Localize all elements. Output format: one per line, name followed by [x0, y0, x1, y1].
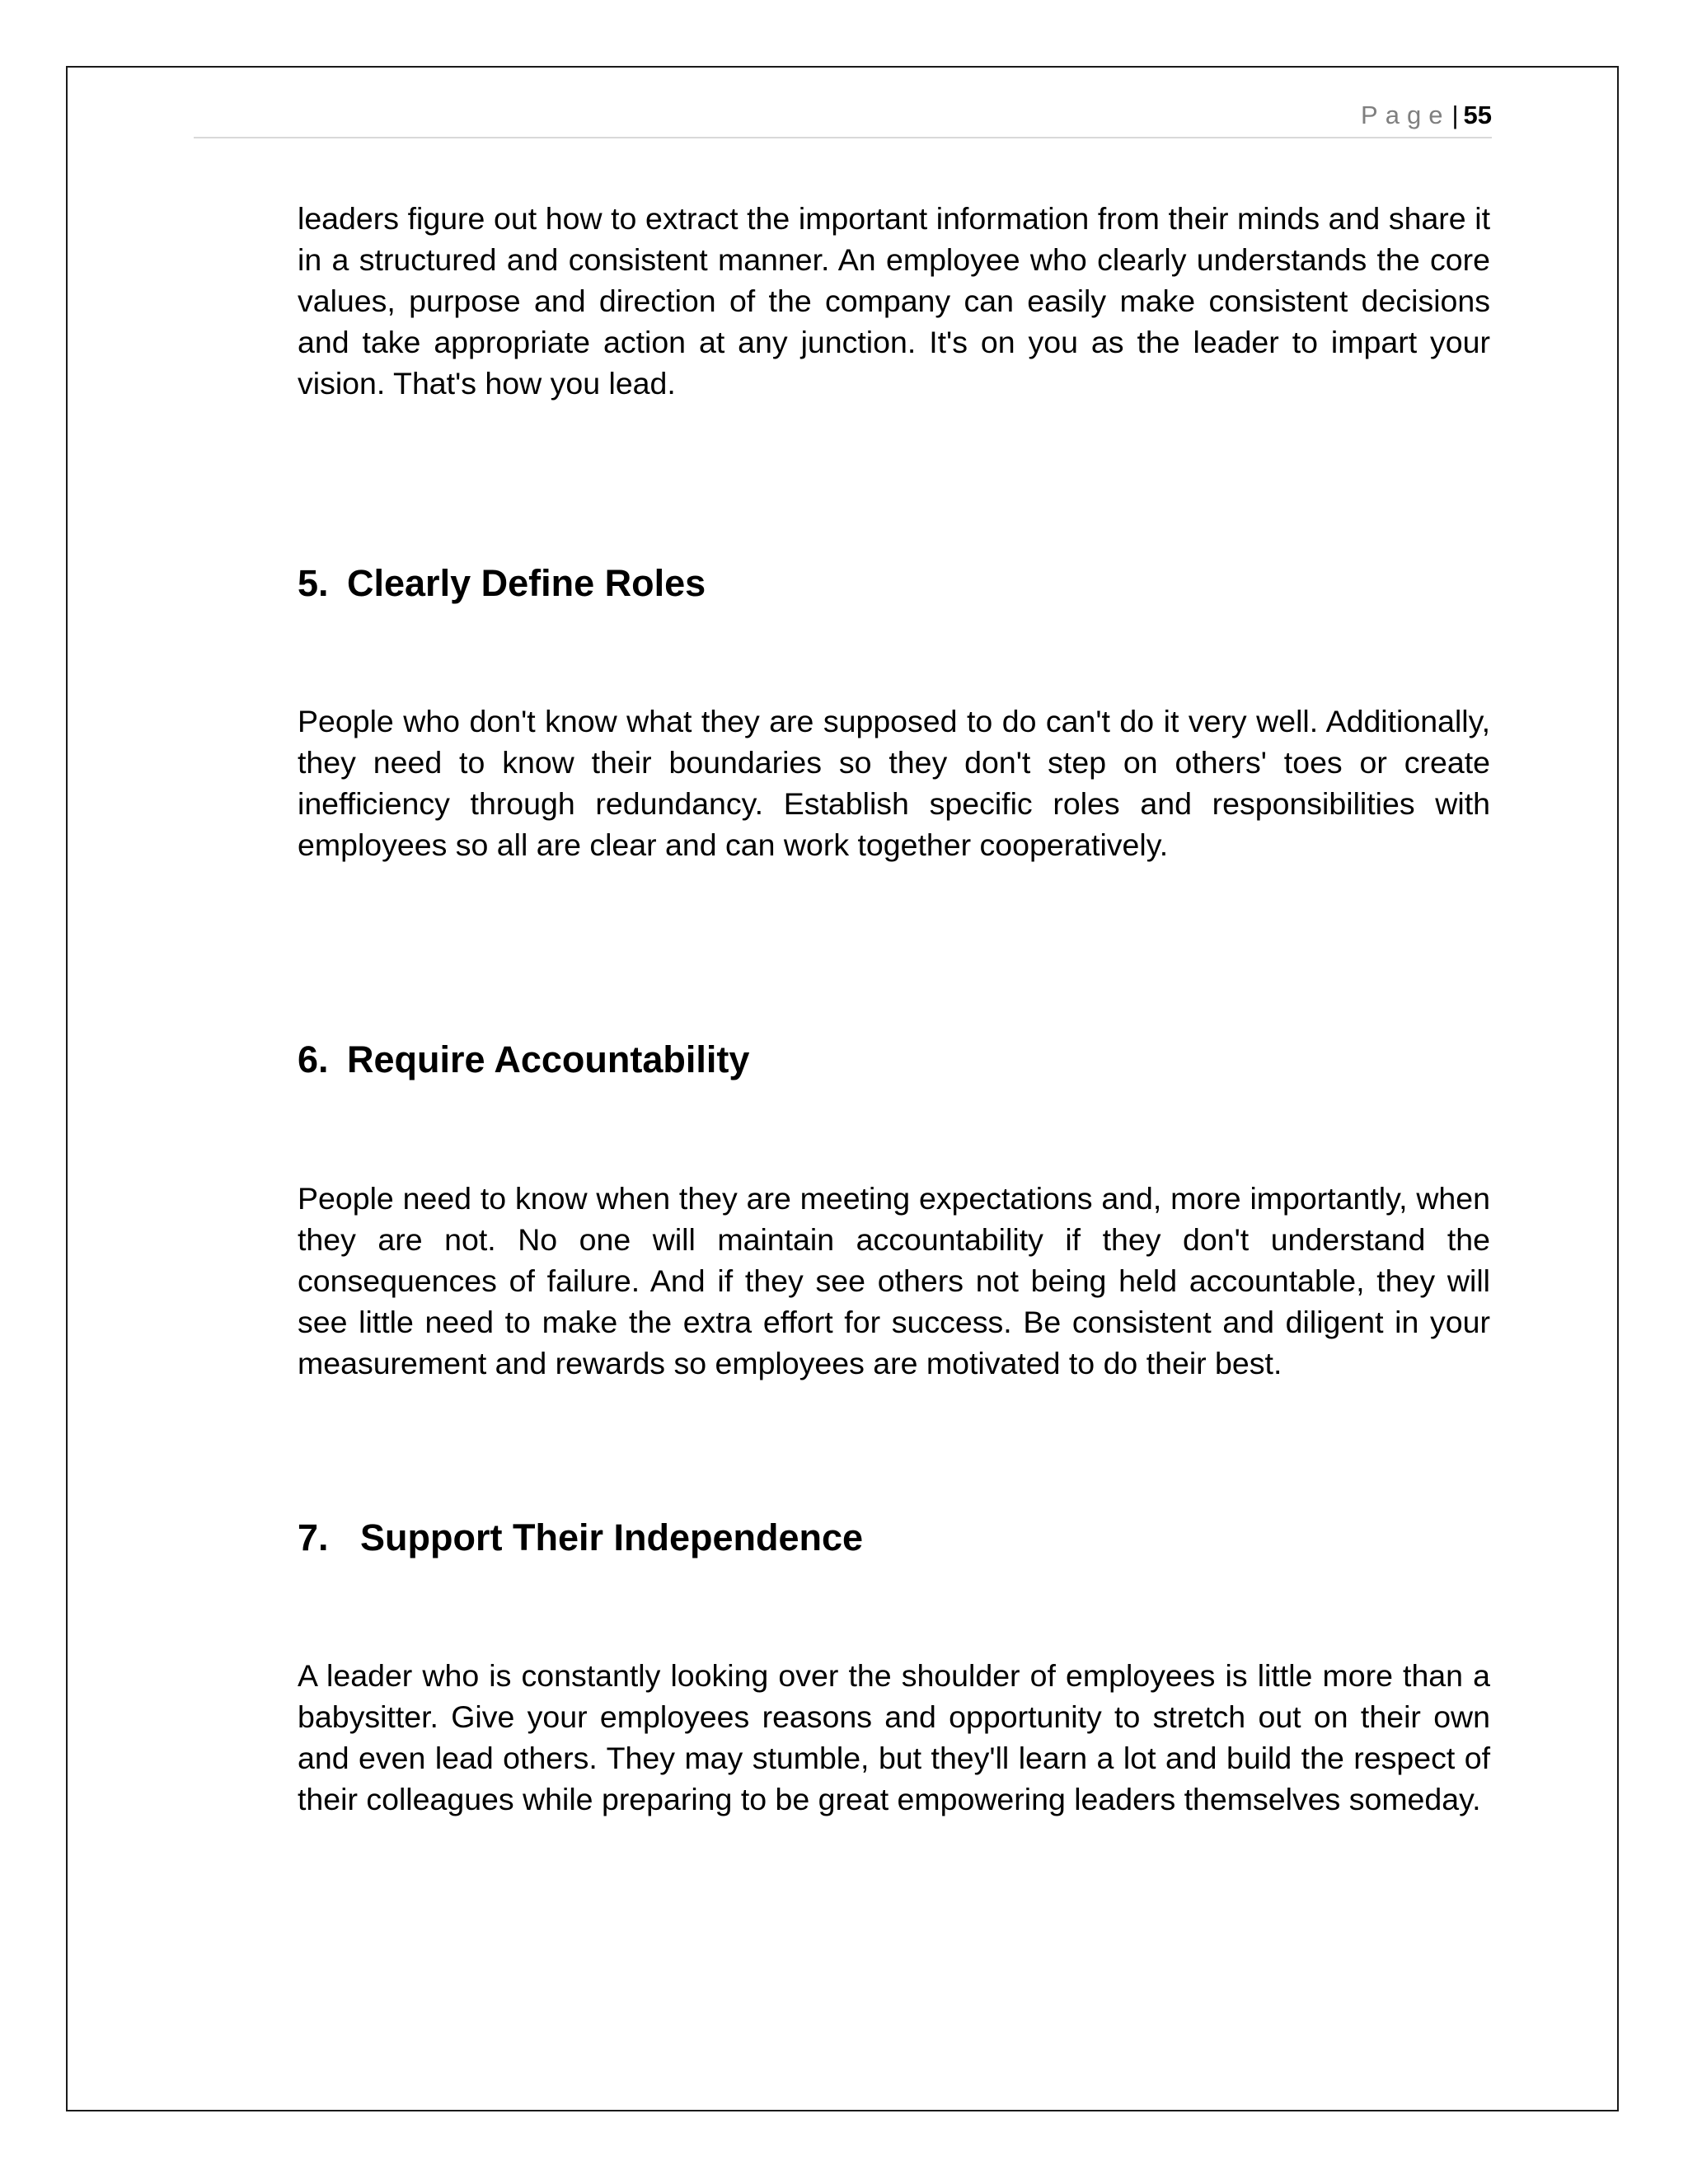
section-title: Require Accountability: [347, 1038, 750, 1080]
section-heading-require-accountability: [298, 1037, 1490, 1083]
section-title: Support Their Independence: [360, 1516, 864, 1558]
section-number: 5.: [298, 562, 329, 604]
page-separator: |: [1451, 101, 1459, 129]
page-header: [194, 97, 1492, 138]
section-body-support-their-independence: A leader who is constantly looking over the shoulder of employees is little more than a babysitter. Give your employees reasons and opportunity to stretch out on their own and even lead others. They may stumble, but they'll learn a lot and build the respect of their colleagues while preparing to be great empowering leaders themselves someday.: [298, 1658, 1490, 1816]
section-body-require-accountability: People need to know when they are meeting expectations and, more importantly, when they are not. No one will maintain accountability if they don't understand the consequences of failure. And if they see others not being held accountable, they will see little need to make the extra effort for success. Be consistent and diligent in your measurement and rewards so employees are motivated to do their best.: [298, 1181, 1490, 1380]
section-heading-support-their-independence: [298, 1515, 1490, 1561]
section-heading-clearly-define-roles: [298, 560, 1490, 607]
page-number-label: [1361, 101, 1492, 130]
page-word: Page: [1361, 101, 1451, 129]
section-body-clearly-define-roles: People who don't know what they are supposed to do can't do it very well. Additionally, they need to know their boundaries so they don't step on others' toes or create inefficiency through redundancy. Establish specific roles and responsibilities with employees so all are clear and can work together cooperatively.: [298, 704, 1490, 862]
page-number: 55: [1463, 101, 1492, 129]
section-title: Clearly Define Roles: [347, 562, 706, 604]
section-number: 7.: [298, 1516, 329, 1558]
intro-paragraph: leaders figure out how to extract the important information from their minds and share it in a structured and consistent manner. An employee who clearly understands the core values, purpose and direction of the company can easily make consistent decisions and take appropriate action at any junction. It's on you as the leader to impart your vision. That's how you lead.: [298, 201, 1490, 401]
section-number: 6.: [298, 1038, 329, 1080]
